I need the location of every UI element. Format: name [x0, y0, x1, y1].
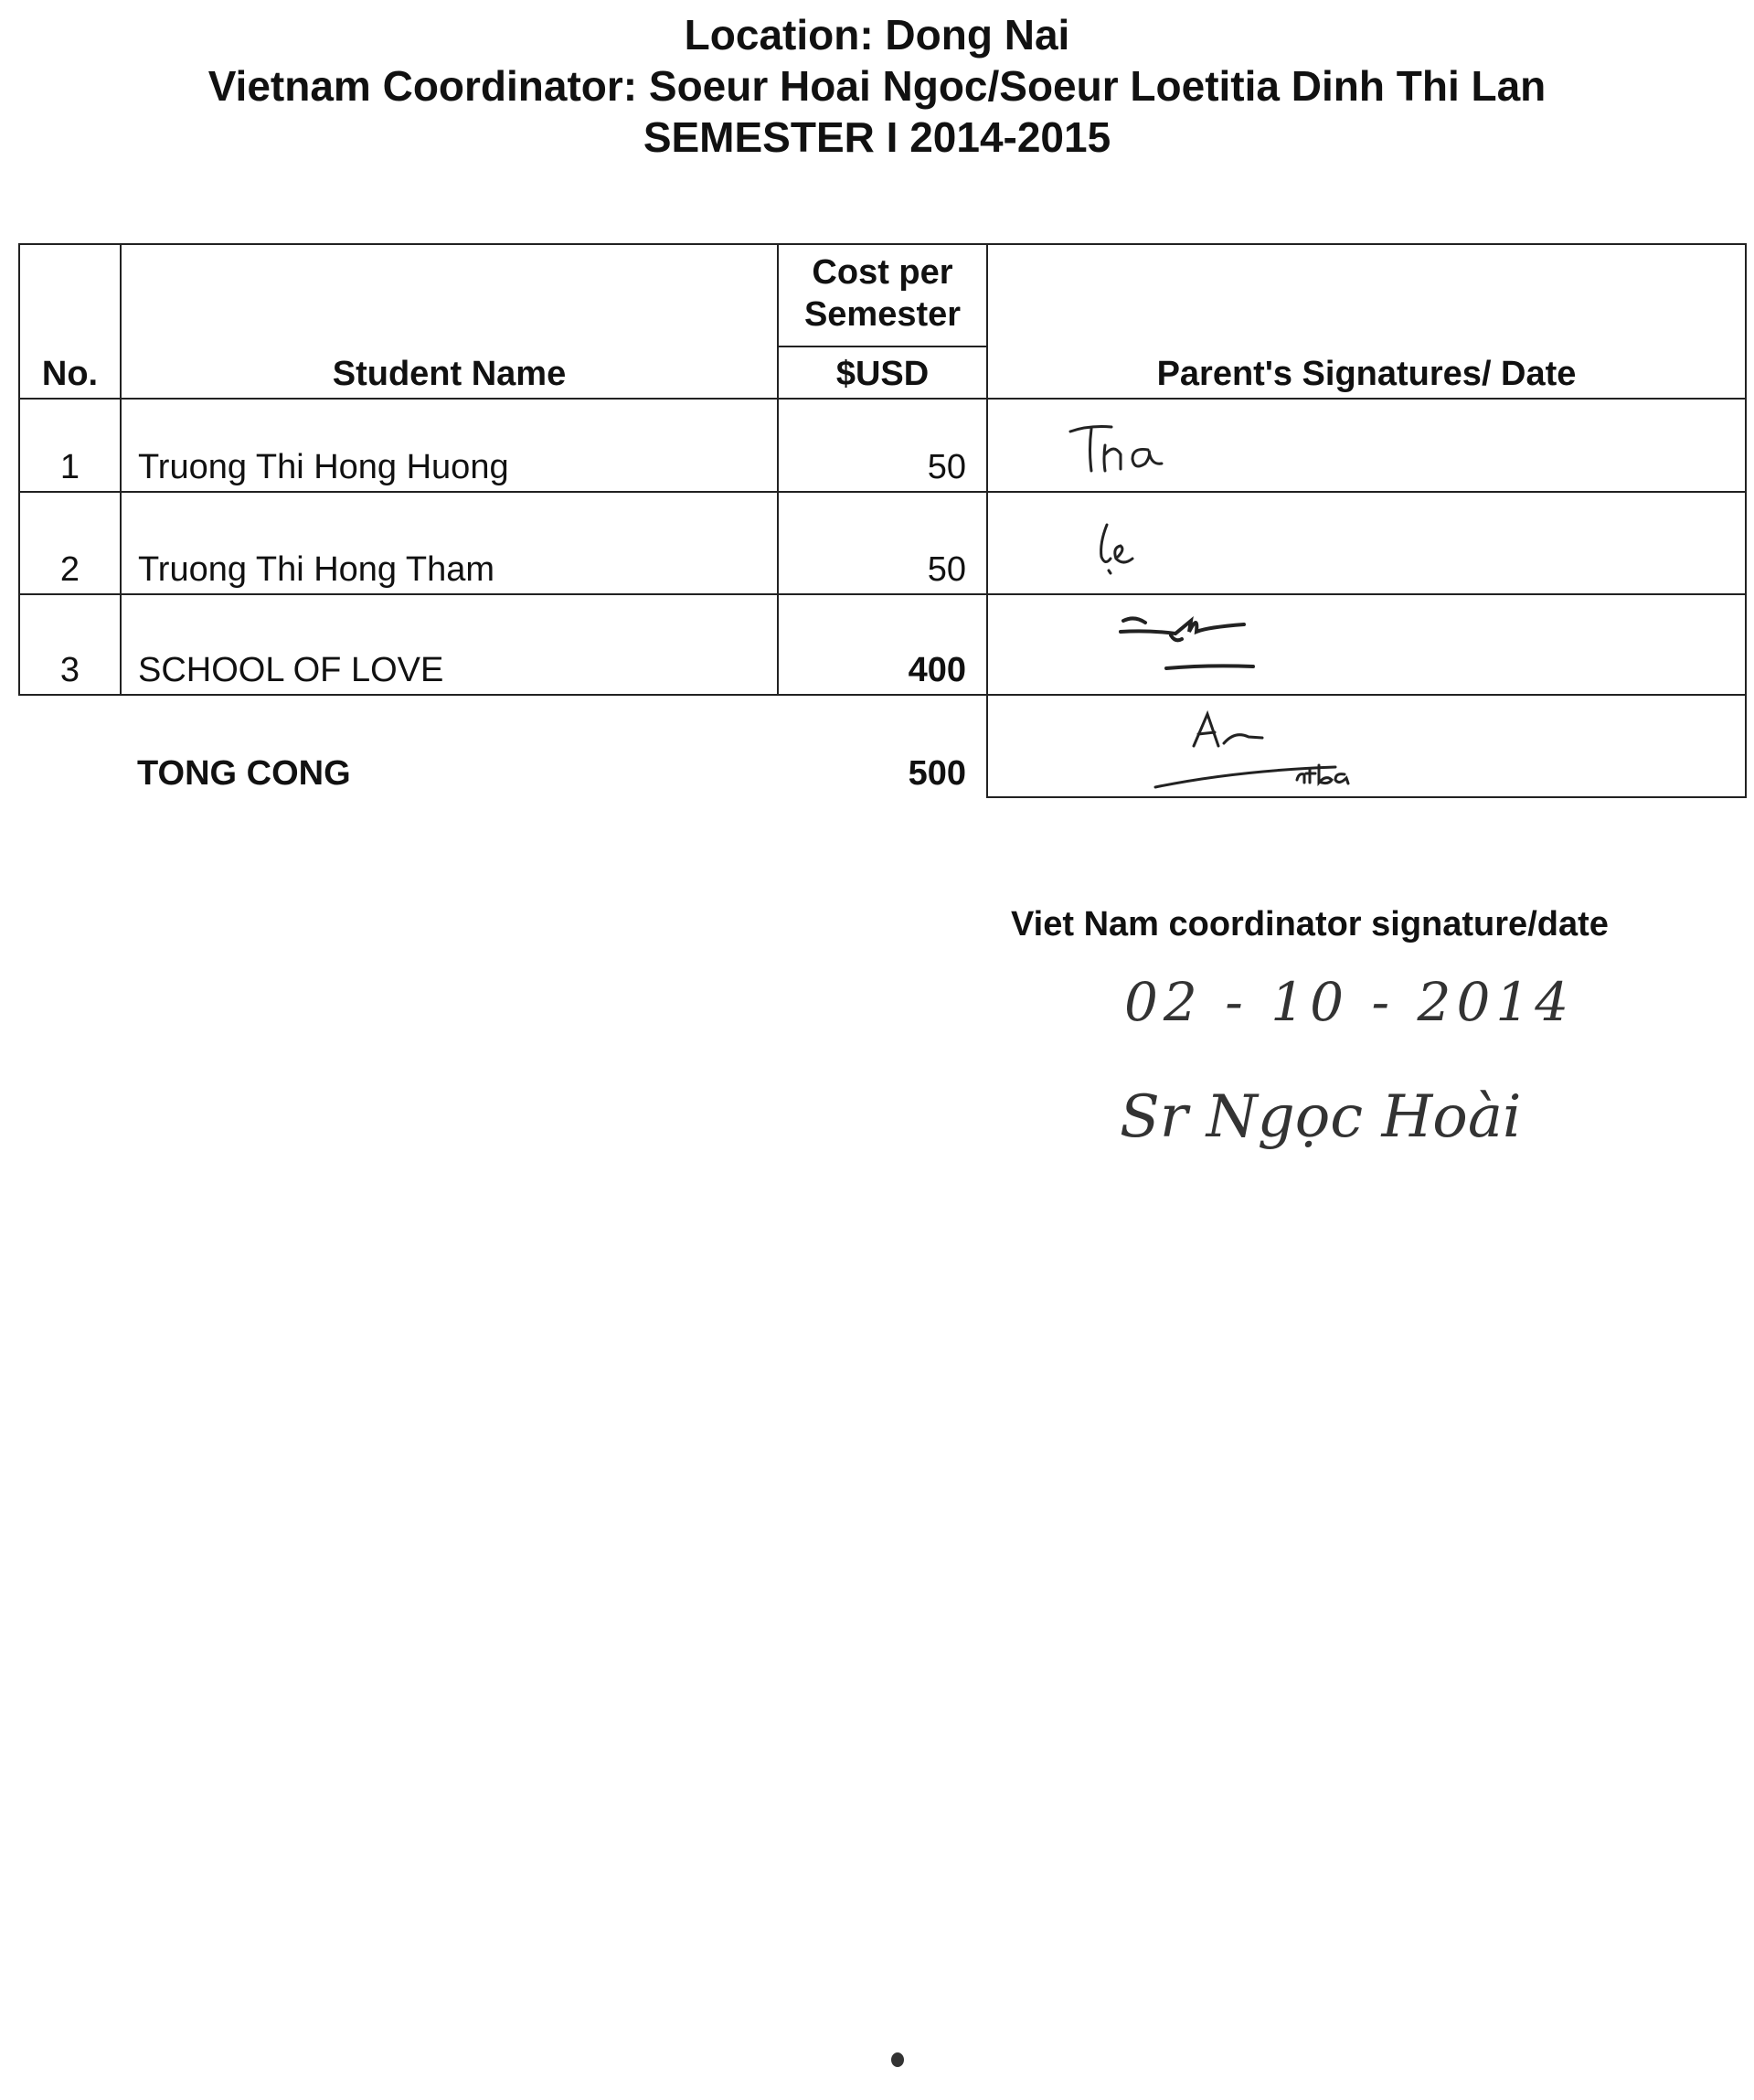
column-header-student-name: Student Name [121, 244, 778, 399]
total-label: TONG CONG [137, 754, 351, 793]
coordinator-signature-label: Viet Nam coordinator signature/date [1011, 905, 1609, 943]
row-number: 1 [19, 399, 121, 492]
coordinator-heading: Vietnam Coordinator: Soeur Hoai Ngoc/Soeur Loetitia Dinh Thi Lan [207, 62, 1547, 110]
coordinator-handwritten-date: 02 - 10 - 2014 [1124, 971, 1575, 1033]
handwritten-signature [988, 400, 1743, 491]
table-row [19, 492, 1746, 594]
total-signature [987, 695, 1746, 797]
parent-signature [987, 399, 1746, 492]
column-header-cost-per-semester: Cost per Semester [778, 244, 987, 346]
cost-value: 50 [778, 492, 987, 594]
parent-signature [987, 492, 1746, 594]
column-header-parent-signatures: Parent's Signatures/ Date [987, 244, 1746, 399]
total-value: 500 [908, 754, 966, 793]
column-header-no: No. [19, 244, 121, 399]
handwritten-signature [988, 595, 1743, 694]
scan-speck [891, 2052, 904, 2067]
student-name: Truong Thi Hong Tham [121, 492, 778, 594]
row-number: 2 [19, 492, 121, 594]
handwritten-signature [988, 493, 1743, 593]
student-name: Truong Thi Hong Huong [121, 399, 778, 492]
student-name: SCHOOL OF LOVE [121, 594, 778, 695]
table-row [19, 399, 1746, 492]
document-header [0, 9, 1754, 163]
cost-value: 50 [778, 399, 987, 492]
parent-signature [987, 594, 1746, 695]
location-heading: Location: Dong Nai [684, 11, 1070, 59]
semester-heading: SEMESTER I 2014-2015 [643, 113, 1111, 161]
table-row [19, 594, 1746, 695]
column-header-usd: $USD [778, 346, 987, 399]
cost-value: 400 [778, 594, 987, 695]
student-cost-table [18, 243, 1747, 798]
total-row [19, 695, 1746, 797]
handwritten-signature [988, 696, 1743, 796]
row-number: 3 [19, 594, 121, 695]
coordinator-handwritten-signature: Sr Ngọc Hoài [1120, 1083, 1522, 1151]
